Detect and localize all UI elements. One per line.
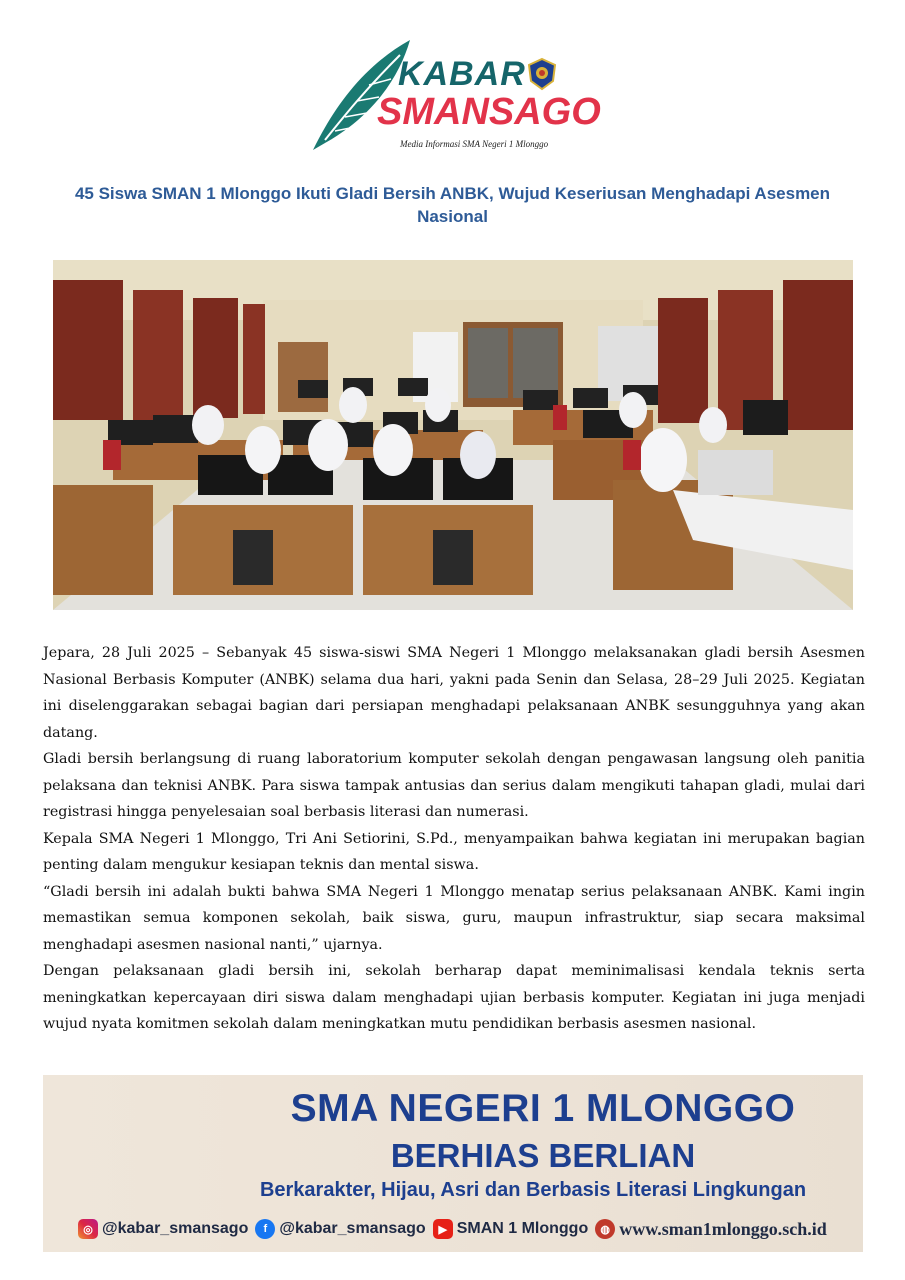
facebook-icon: f	[255, 1219, 275, 1239]
brand-tagline: Media Informasi SMA Negeri 1 Mlonggo	[400, 139, 549, 149]
school-emblem-icon	[527, 57, 557, 91]
website-link[interactable]	[595, 1219, 827, 1240]
brand-name-top: KABAR	[398, 55, 526, 93]
article-paragraph: Jepara, 28 Juli 2025 – Sebanyak 45 siswa-siswi SMA Negeri 1 Mlonggo melaksanakan gladi bersih Asesmen Nasional Berbasis Komputer (ANBK) selama dua hari, yakni pada Senin dan Selasa, 28–29 Juli 2025. Kegiatan ini diselenggarakan sebagai bagian dari persiapan menghadapi pelaksanaan ANBK sesungguhnya yang akan datang.	[43, 645, 865, 741]
kabar-smansago-logo	[305, 35, 605, 160]
website-url: www.sman1mlonggo.sch.id	[619, 1218, 827, 1239]
youtube-link[interactable]	[433, 1219, 589, 1239]
article-body	[43, 640, 865, 1038]
computer-lab-photo	[53, 260, 853, 610]
banner-school-name: SMA NEGERI 1 MLONGGO	[290, 1087, 796, 1130]
article-paragraph: Gladi bersih berlangsung di ruang laboratorium komputer sekolah dengan pengawasan langsung oleh panitia pelaksana dan teknisi ANBK. Para siswa tampak antusias dan serius dalam mengikuti tahapan gladi, mulai dari registrasi hingga penyelesaian soal berbasis literasi dan numerasi.	[43, 751, 865, 820]
article-title: 45 Siswa SMAN 1 Mlonggo Ikuti Gladi Bersih ANBK, Wujud Keseriusan Menghadapi Asesmen Nasional	[74, 184, 831, 226]
banner-slogan: Berkarakter, Hijau, Asri dan Berbasis Literasi Lingkungan	[259, 1179, 807, 1201]
globe-icon: ◍	[595, 1219, 615, 1239]
school-banner	[43, 1075, 863, 1252]
banner-motto: BERHIAS BERLIAN	[390, 1137, 696, 1174]
article-paragraph: Dengan pelaksanaan gladi bersih ini, sekolah berharap dapat meminimalisasi kendala teknis serta meningkatkan kepercayaan diri siswa dalam menghadapi ujian berbasis komputer. Kegiatan ini juga menjadi wujud nyata komitmen sekolah dalam meningkatkan mutu pendidikan berbasis asesmen nasional.	[43, 963, 865, 1032]
facebook-link[interactable]	[255, 1219, 425, 1239]
article-paragraph: “Gladi bersih ini adalah bukti bahwa SMA Negeri 1 Mlonggo menatap serius pelaksanaan ANBK. Kami ingin memastikan semua komponen sekolah, baik siswa, guru, maupun infrastruktur, siap secara maksimal menghadapi asesmen nasional nanti,” ujarnya.	[43, 883, 865, 953]
facebook-handle: @kabar_smansago	[279, 1220, 426, 1237]
article-paragraph: Kepala SMA Negeri 1 Mlonggo, Tri Ani Setiorini, S.Pd., menyampaikan bahwa kegiatan ini merupakan bagian penting dalam mengukur kesiapan teknis dan mental siswa.	[43, 830, 865, 873]
instagram-link[interactable]	[78, 1219, 248, 1239]
social-links	[78, 1215, 834, 1243]
instagram-icon: ◎	[78, 1219, 98, 1239]
brand-name-bottom: SMANSAGO	[377, 91, 601, 133]
instagram-handle: @kabar_smansago	[102, 1220, 249, 1237]
youtube-icon: ▶	[433, 1219, 453, 1239]
youtube-channel: SMAN 1 Mlonggo	[456, 1220, 589, 1237]
